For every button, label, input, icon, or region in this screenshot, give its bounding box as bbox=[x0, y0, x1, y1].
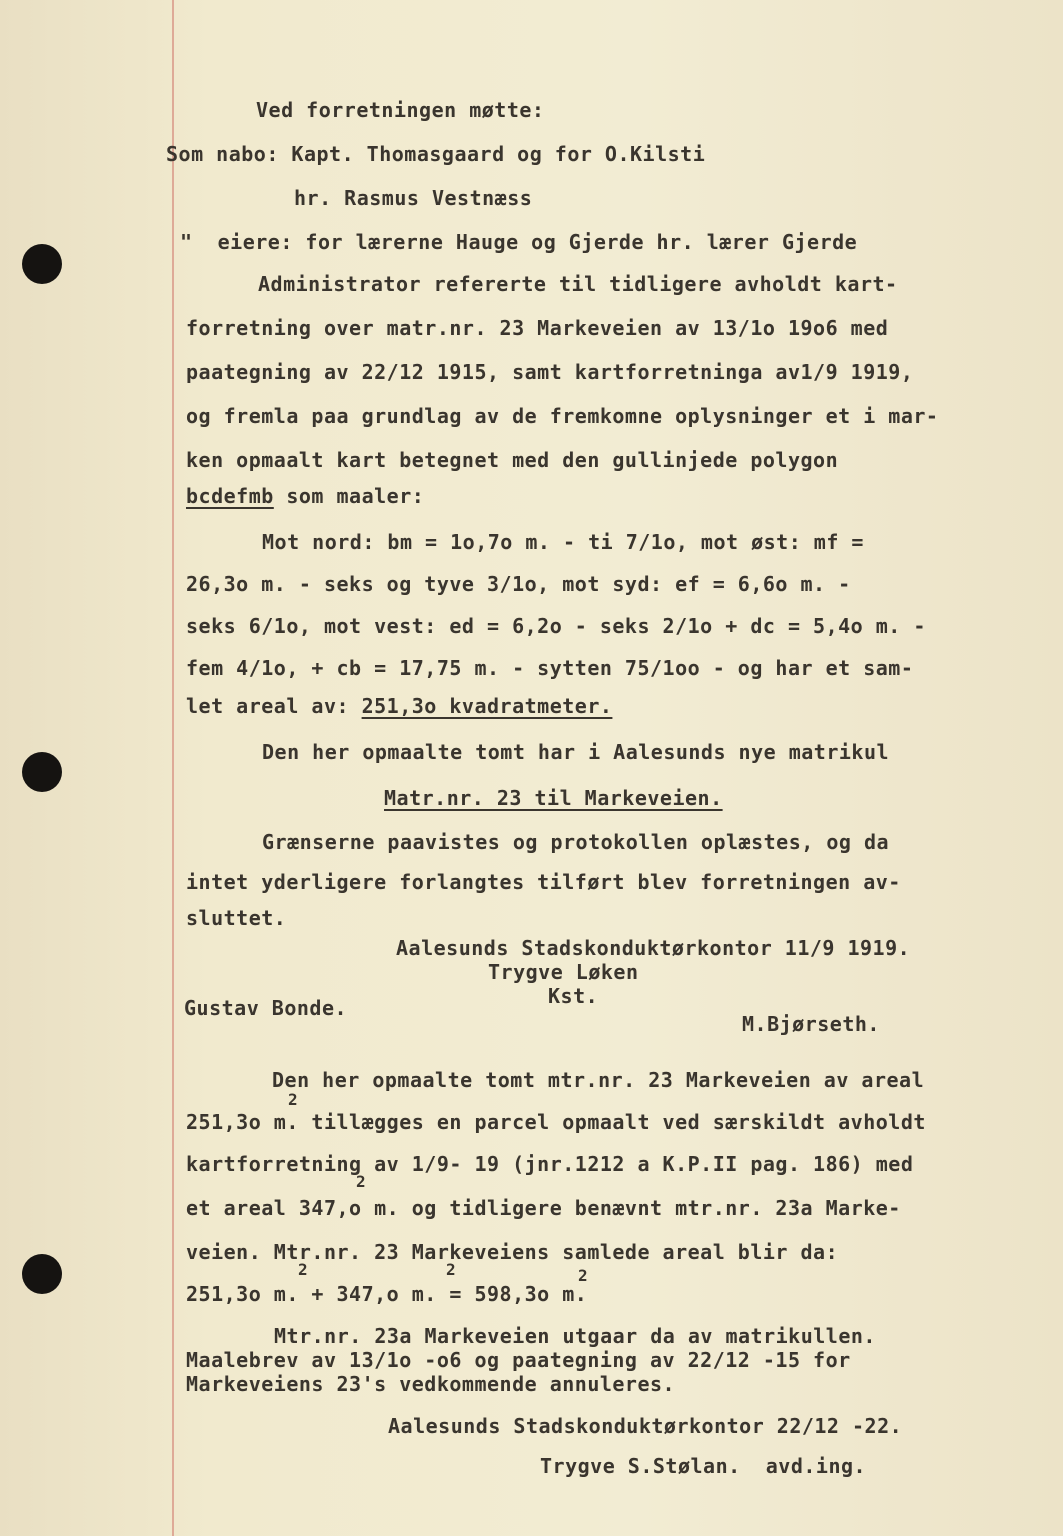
signature-line: Trygve S.Stølan. avd.ing. bbox=[540, 1454, 867, 1478]
area-value: 251,3o kvadratmeter. bbox=[361, 694, 613, 718]
text-line: ken opmaalt kart betegnet med den gullinjede polygon bbox=[186, 448, 839, 472]
matr-designation: Matr.nr. 23 til Markeveien. bbox=[384, 786, 723, 810]
text-line: veien. Mtr.nr. 23 Markeveiens samlede areal blir da: bbox=[186, 1240, 839, 1264]
text-line: et areal 347,o m. og tidligere benævnt mtr.nr. 23a Marke- bbox=[186, 1196, 901, 1220]
punch-hole bbox=[22, 752, 62, 792]
text-line: kartforretning av 1/9- 19 (jnr.1212 a K.P.II pag. 186) med bbox=[186, 1152, 914, 1176]
polygon-label: bcdefmb bbox=[186, 484, 274, 508]
text-line: Den her opmaalte tomt har i Aalesunds nye matrikul bbox=[262, 740, 890, 764]
text-line: Maalebrev av 13/1o -o6 og paategning av 22/12 -15 for bbox=[186, 1348, 851, 1372]
text-line: fem 4/1o, + cb = 17,75 m. - sytten 75/1oo - og har et sam- bbox=[186, 656, 914, 680]
punch-hole bbox=[22, 244, 62, 284]
text-line: Administrator refererte til tidligere avholdt kart- bbox=[258, 272, 898, 296]
text-line: Grænserne paavistes og protokollen oplæstes, og da bbox=[262, 830, 890, 854]
text-line: Som nabo: Kapt. Thomasgaard og for O.Kilsti bbox=[166, 142, 706, 166]
text-line: sluttet. bbox=[186, 906, 287, 930]
text-line: hr. Rasmus Vestnæss bbox=[294, 186, 533, 210]
text-line: 26,3o m. - seks og tyve 3/1o, mot syd: ef = 6,6o m. - bbox=[186, 572, 851, 596]
superscript: 2 bbox=[356, 1172, 366, 1191]
text-line: og fremla paa grundlag av de fremkomne oplysninger et i mar- bbox=[186, 404, 939, 428]
text-line: 251,3o m. + 347,o m. = 598,3o m. bbox=[186, 1282, 588, 1306]
signature-name: Trygve Løken bbox=[488, 960, 639, 984]
superscript: 2 bbox=[288, 1090, 298, 1109]
text-line: 251,3o m. tillægges en parcel opmaalt ved særskildt avholdt bbox=[186, 1110, 926, 1134]
superscript: 2 bbox=[446, 1260, 456, 1279]
punch-hole bbox=[22, 1254, 62, 1294]
text-line: paategning av 22/12 1915, samt kartforretninga av1/9 1919, bbox=[186, 360, 914, 384]
signature-title: Kst. bbox=[548, 984, 599, 1008]
text-line: Mot nord: bm = 1o,7o m. - ti 7/1o, mot øst: mf = bbox=[262, 530, 864, 554]
text-line: intet yderligere forlangtes tilført blev forretningen av- bbox=[186, 870, 901, 894]
text-line-polygon: bcdefmb som maaler: bbox=[186, 484, 425, 508]
signature-name: M.Bjørseth. bbox=[742, 1012, 880, 1036]
margin-rule bbox=[172, 0, 174, 1536]
superscript: 2 bbox=[578, 1266, 588, 1285]
office-date-line: Aalesunds Stadskonduktørkontor 22/12 -22. bbox=[388, 1414, 903, 1438]
office-date-line: Aalesunds Stadskonduktørkontor 11/9 1919. bbox=[396, 936, 911, 960]
text-line: " eiere: for lærerne Hauge og Gjerde hr. lærer Gjerde bbox=[180, 230, 858, 254]
text-line: seks 6/1o, mot vest: ed = 6,2o - seks 2/1o + dc = 5,4o m. - bbox=[186, 614, 926, 638]
superscript: 2 bbox=[298, 1260, 308, 1279]
text-line: Ved forretningen møtte: bbox=[256, 98, 545, 122]
text-line: forretning over matr.nr. 23 Markeveien av 13/1o 19o6 med bbox=[186, 316, 889, 340]
text-line: Mtr.nr. 23a Markeveien utgaar da av matrikullen. bbox=[274, 1324, 876, 1348]
text-line-area: let areal av: 251,3o kvadratmeter. bbox=[186, 694, 613, 718]
signature-name: Gustav Bonde. bbox=[184, 996, 348, 1020]
text-line: Markeveiens 23's vedkommende annuleres. bbox=[186, 1372, 676, 1396]
text-line: Den her opmaalte tomt mtr.nr. 23 Markeveien av areal bbox=[272, 1068, 925, 1092]
